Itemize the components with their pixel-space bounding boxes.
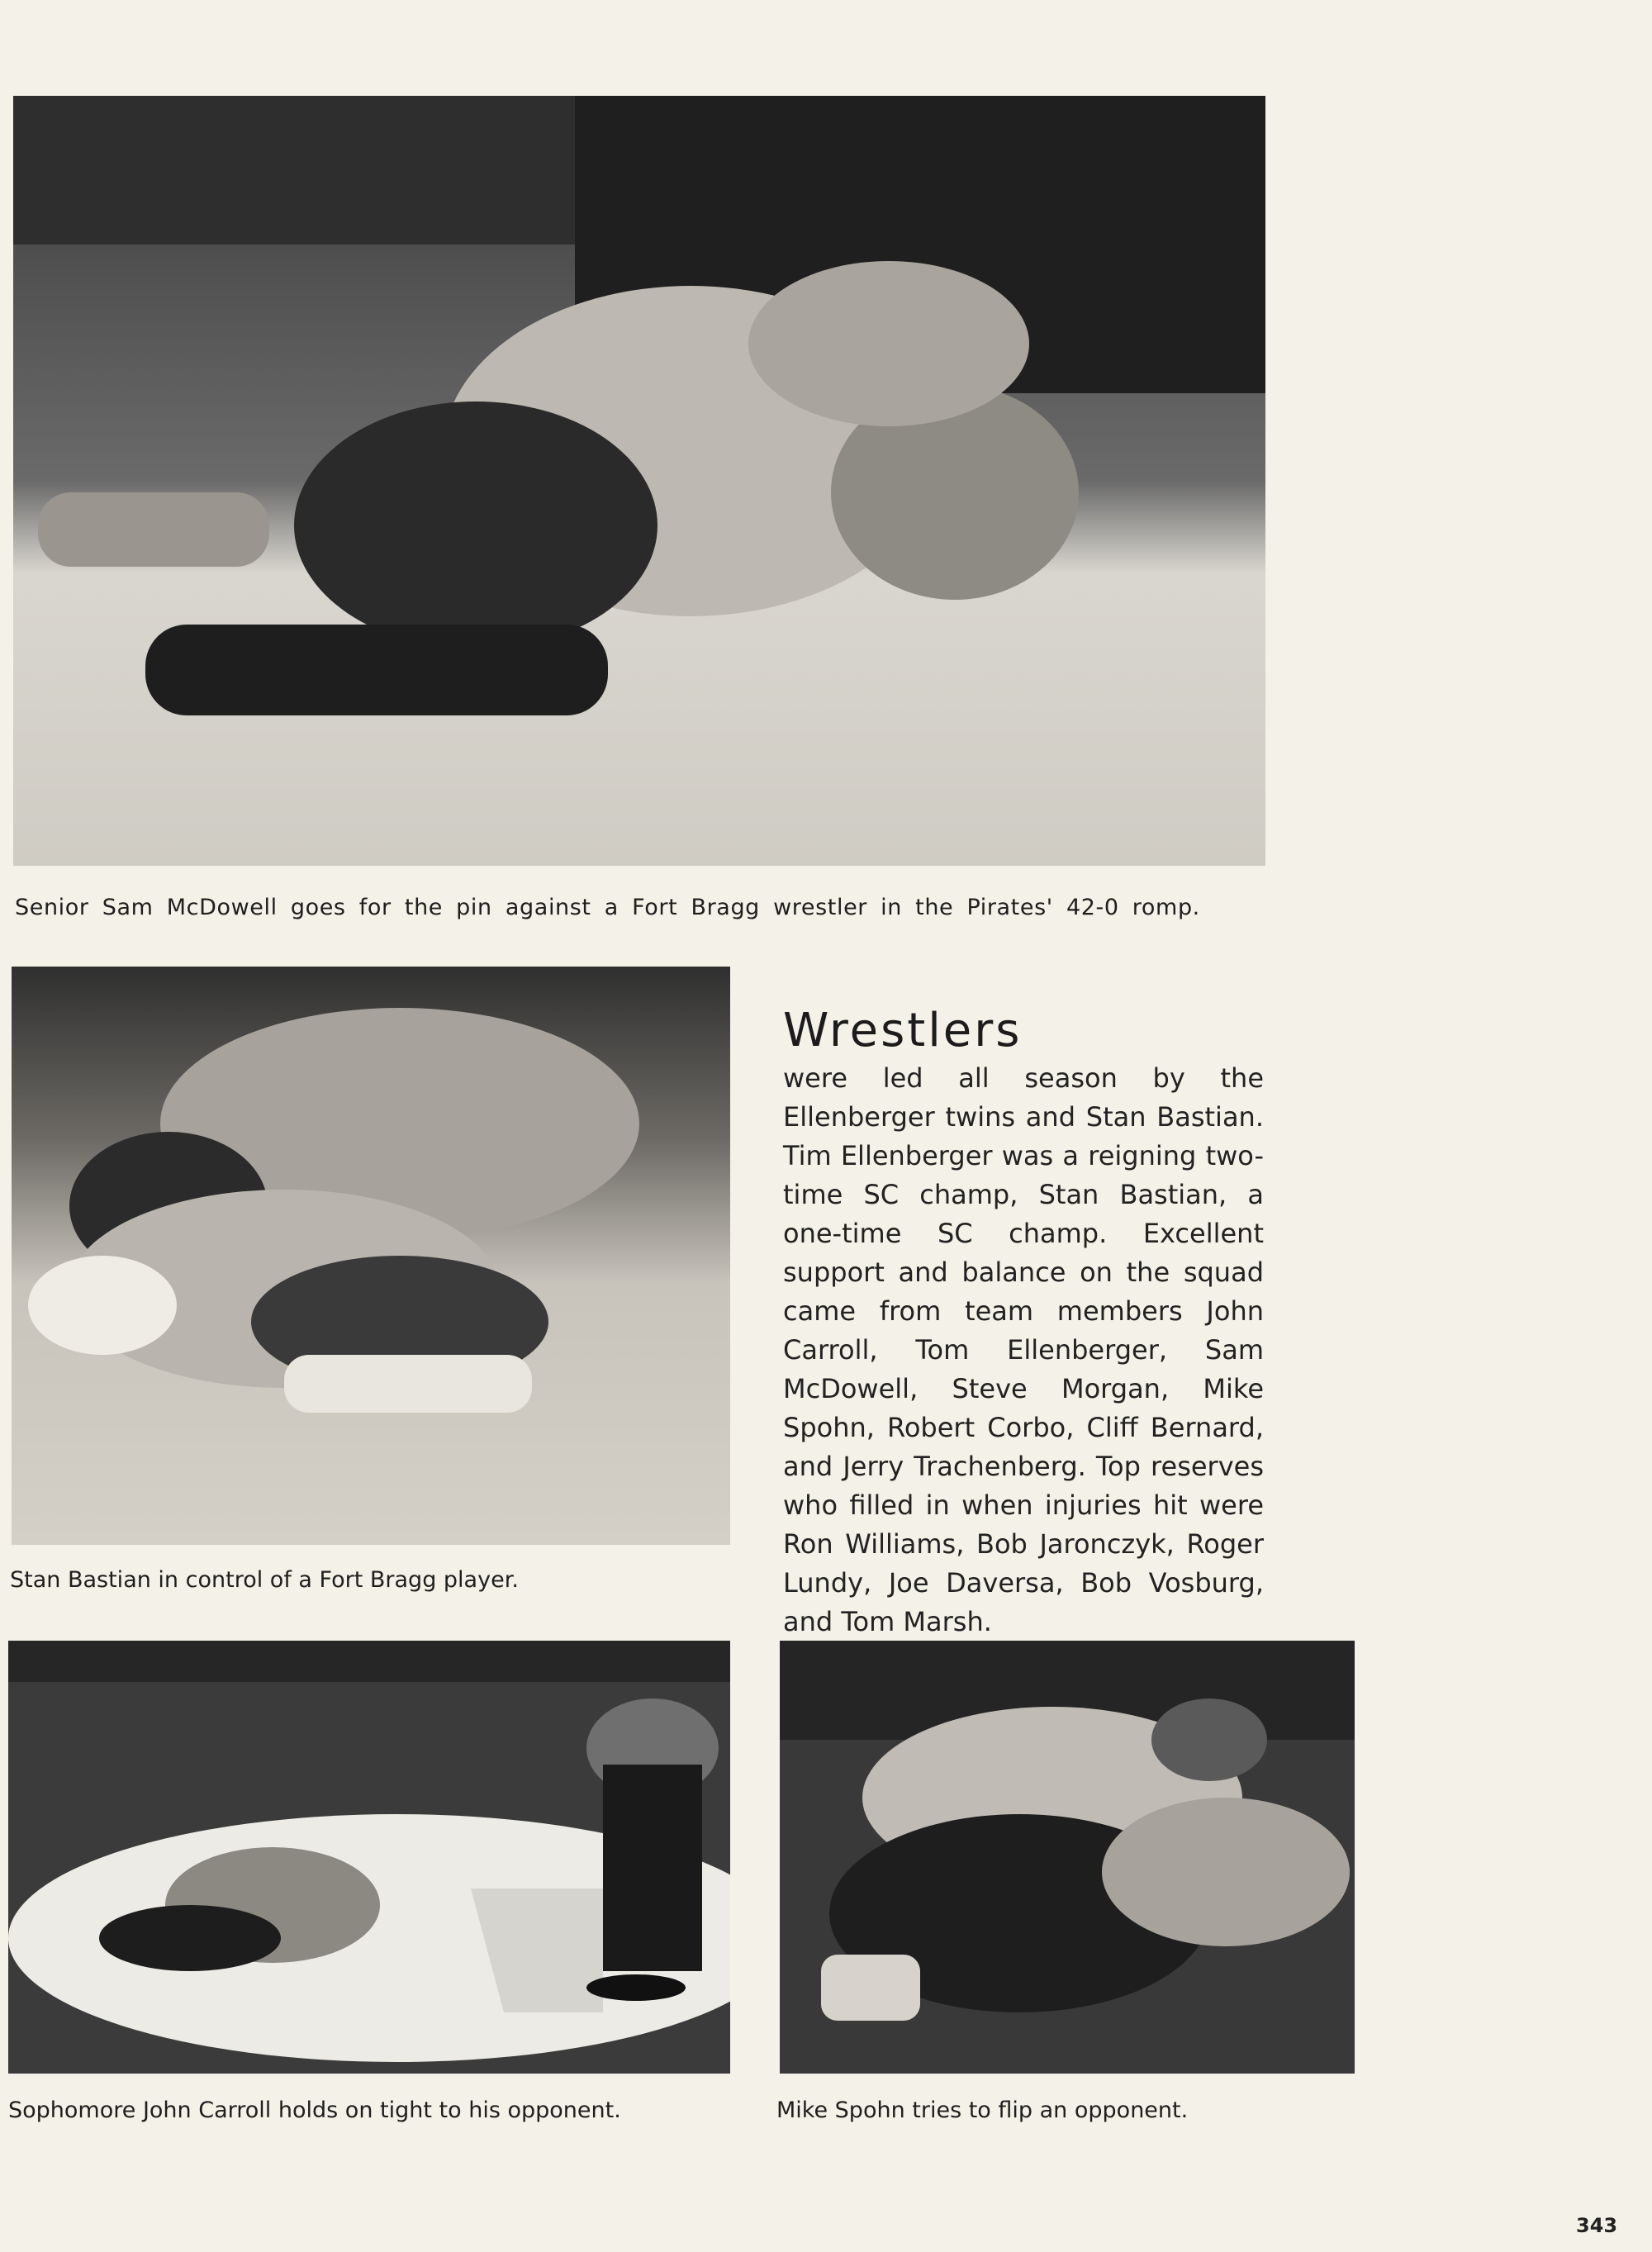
photo-spohn-flip <box>780 1641 1355 2074</box>
story-body: were led all season by the Ellenberger twins and Stan Bastian. Tim Ellenberger was a reigning two-time SC champ, Stan Bastian, a one-time SC champ. Excellent support and balance on the squad came from team members John Carroll, Tom Ellenberger, Sam McDowell, Steve Morgan, Mike Spohn, Robert Corbo, Cliff Bernard, and Jerry Trachenberg. Top reserves who filled in when injuries hit were Ron Williams, Bob Jaronczyk, Roger Lundy, Joe Daversa, Bob Vosburg, and Tom Marsh. <box>783 1062 1264 1637</box>
photo-mcdowell-pin <box>13 96 1265 866</box>
photo-caption: Sophomore John Carroll holds on tight to his opponent. <box>8 2098 621 2123</box>
photo-carroll-hold <box>8 1641 730 2074</box>
story-heading: Wrestlers <box>783 1004 1023 1057</box>
photo-caption: Stan Bastian in control of a Fort Bragg player. <box>10 1567 519 1593</box>
page-number: 343 <box>1576 2214 1618 2237</box>
photo-caption: Mike Spohn tries to flip an opponent. <box>776 2098 1189 2123</box>
photo-caption: Senior Sam McDowell goes for the pin against a Fort Bragg wrestler in the Pirates' 42-0 romp. <box>15 895 1200 920</box>
photo-bastian-control <box>12 967 730 1545</box>
